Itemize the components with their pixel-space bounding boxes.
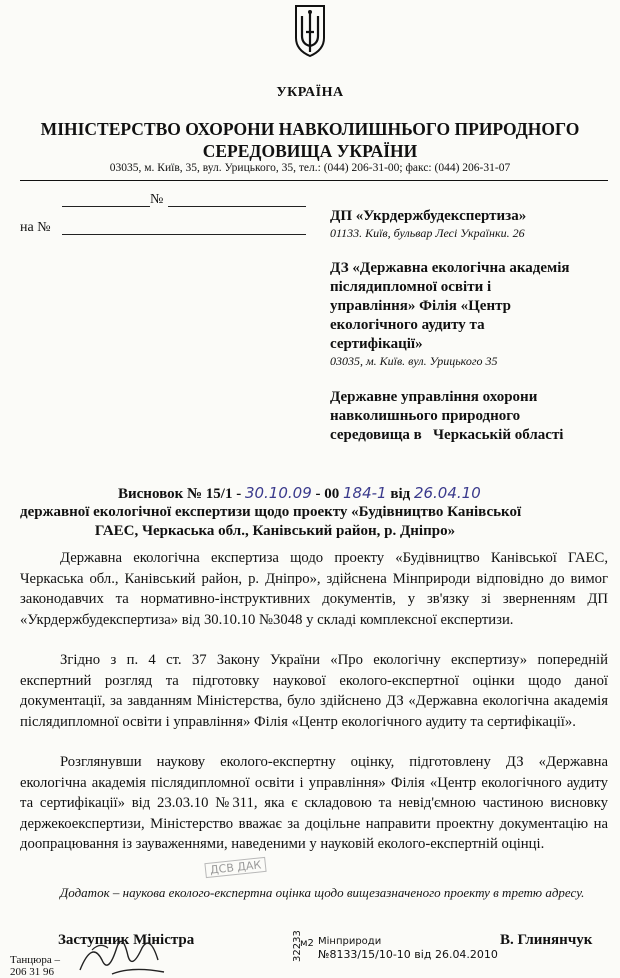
recipient-1-address: 01133. Київ, бульвар Лесі Українки. 26 xyxy=(330,226,525,240)
signer-position: Заступник Міністра xyxy=(58,932,195,948)
ministry-address: 03035, м. Київ, 35, вул. Урицького, 35, тел.: (044) 206-31-00; факс: (044) 206-31-07 xyxy=(109,162,511,174)
conclusion-dash: - 00 xyxy=(315,486,340,502)
reg-date-line xyxy=(62,206,150,207)
recipient-1 xyxy=(330,207,620,241)
faint-stamp: ДСВ ДАК xyxy=(204,857,266,878)
stamp-m2: м2 xyxy=(300,938,314,949)
recipient-2-title-line: сертифікації» xyxy=(330,336,423,352)
conclusion-handwritten-date: 30.10.09 xyxy=(244,484,312,502)
recipient-3-title-line: Державне управління охорони xyxy=(330,389,538,405)
ministry-title xyxy=(0,118,620,162)
conclusion-handwritten-issue-date: 26.04.10 xyxy=(413,484,481,502)
ministry-title-line1: МІНІСТЕРСТВО ОХОРОНИ НАВКОЛИШНЬОГО ПРИРОДНОГО xyxy=(40,119,580,139)
recipient-2-title-line: екологічного аудиту та xyxy=(330,317,485,333)
recipient-3-title-line: середовища в Черкаській області xyxy=(330,427,564,443)
conclusion-handwritten-number: 184-1 xyxy=(343,484,387,502)
stamp-registration: №8133/15/10-10 від 26.04.2010 xyxy=(318,948,498,961)
executor-phone: 206 31 96 xyxy=(10,966,54,978)
recipient-2-address: 03035, м. Київ. вул. Урицького 35 xyxy=(330,354,498,368)
conclusion-subject-line2: ГАЕС, Черкаська обл., Канівський район, р. Дніпро» xyxy=(94,523,456,539)
body-paragraph-2: Згідно з п. 4 ст. 37 Закону України «Про екологічну експертизу» попередній експертний розгляд та підготовку наукової еколого-експертної оцінки щодо даної документації, за завданням Міністерства, було здійснено ДЗ «Державна екологічна академія післядипломної освіти і управління» Філія «Центр екологічного аудиту та сертифікації». xyxy=(20,652,608,730)
header-divider xyxy=(20,180,608,181)
conclusion-subject xyxy=(20,503,620,541)
reg-number-line xyxy=(168,206,306,207)
reg-number-sign: № xyxy=(150,192,164,207)
country-title: УКРАЇНА xyxy=(276,85,344,100)
reg-on-number-label: на № xyxy=(20,220,51,235)
attachment-note: Додаток – наукова еколого-експертна оцінка щодо вищезазначеного проекту в третю адресу. xyxy=(60,885,585,900)
conclusion-from: від xyxy=(390,486,411,502)
recipient-3-title-line: навколишнього природного xyxy=(330,408,521,424)
ministry-title-line2: СЕРЕДОВИЩА УКРАЇНИ xyxy=(202,141,418,161)
recipient-1-title: ДП «Укрдержбудекспертиза» xyxy=(330,208,527,224)
stamp-code: 32233 xyxy=(292,930,303,962)
conclusion-number xyxy=(118,484,481,503)
recipient-3 xyxy=(330,388,620,445)
handwritten-signature xyxy=(72,920,192,978)
signatory-name: В. Глинянчук xyxy=(500,932,593,948)
executor-name: Танцюра – xyxy=(10,954,60,966)
body-paragraph-3: Розглянувши наукову еколого-експертну оцінку, підготовлену ДЗ «Державна екологічна академія післядипломної освіти і управління» Філія «Центр екологічного аудиту та сертифікації» від 23.03.10 №311, яка є складовою та невід'ємною частиною висновку держекоекспертизи, Міністерство вважає за доцільне направити проектну документацію на доопрацювання із зауваженнями, наведеними у науковій еколого-експертній оцінці. xyxy=(20,754,608,852)
reg-on-number-line xyxy=(62,234,306,235)
conclusion-subject-line1: державної екологічної експертизи щодо проекту «Будівництво Канівської xyxy=(20,504,522,520)
recipient-2-title-line: післядипломної освіти і xyxy=(330,279,492,295)
body-paragraph-1: Державна екологічна експертиза щодо проекту «Будівництво Канівської ГАЕС, Черкаська обл., Канівський район, р. Дніпро», здійснена Мінприроди відповідно до вимог законодавчих та нормативно-інструктивних документів, у зв'язку зі зверненням ДП «Укрдержбудекспертиза» від 30.10.10 №3048 у складі комплексної експертизи. xyxy=(20,550,608,628)
recipient-2 xyxy=(330,259,620,369)
conclusion-prefix: Висновок № 15/1 - xyxy=(118,486,242,502)
coat-of-arms-icon xyxy=(292,2,328,58)
recipient-2-title-line: управління» Філія «Центр xyxy=(330,298,511,314)
recipient-2-title-line: ДЗ «Державна екологічна академія xyxy=(330,260,570,276)
stamp-organization: Мінприроди xyxy=(318,936,382,947)
